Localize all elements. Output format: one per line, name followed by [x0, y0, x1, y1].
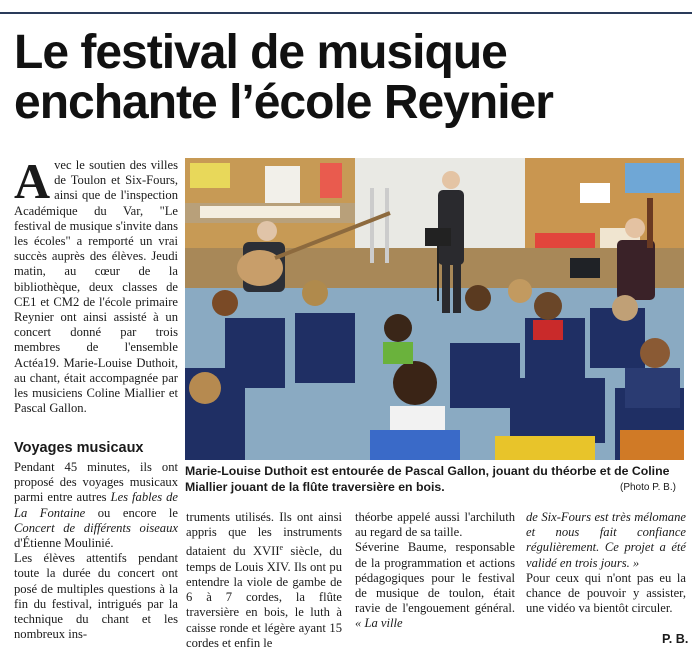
photo-caption: Marie-Louise Duthoit est entourée de Pascal Gallon, jouant du théorbe et de Coline Miallier jouant de la flûte traversière en bois.	[185, 464, 670, 494]
intro-paragraph	[14, 153, 178, 416]
column-text: truments utilisés. Ils ont ainsi appris que les instruments dataient du XVII	[186, 510, 342, 559]
headline-line-2: enchante l’école Reynier	[14, 76, 553, 129]
top-rule	[0, 12, 692, 14]
section-text: d'Étienne Moulinié.	[14, 536, 114, 551]
column-text: siècle, du temps de Louis XIV. Ils ont pu entendre la viole de gambe de 6 à 7 cordes, la flûte traversière en bois, le luth à caisse ronde et légère ayant 15 cordes et enfin le	[186, 544, 342, 650]
section-text: Les élèves attentifs pendant toute la durée du concert ont posé de multiples questions à la fin du festival, intrigués par la technique du chant et les nombreux ins-	[14, 551, 178, 642]
section-text: ou encore le	[85, 505, 178, 520]
superscript: e	[279, 543, 284, 553]
body-column-2	[186, 510, 342, 651]
quote-text: « La ville	[355, 616, 403, 631]
body-column-3	[355, 510, 515, 632]
photo-credit: (Photo P. B.)	[620, 482, 676, 493]
column-text: théorbe appelé aussi l'archiluth au regard de sa taille.	[355, 510, 515, 540]
headline	[14, 28, 694, 128]
concert-photo	[185, 158, 684, 460]
work-title: Les fables de La Fontaine	[14, 490, 179, 520]
quote-text: de Six-Fours est très mélomane et nous fait confiance régulièrement. Ce projet a été validé en trois jours. »	[526, 510, 686, 570]
intro-text: vec le soutien des villes de Toulon et Six-Fours, ainsi que de l'inspection Académique du Var, "Le festival de musique s'invite dans les écoles" a remporté un vrai succès auprès des élèves. Jeudi matin, au cœur de la bibliothèque, deux classes de CE1 et CM2 de l'école primaire Reynier ont ainsi assisté à un concert donné par trois membres de l'ensemble Actéa19. Marie-Louise Duthoit, au chant, était accompagnée par les musiciens Coline Miallier et Pascal Gallon.	[14, 158, 178, 416]
body-column-4	[526, 510, 686, 616]
section-text: Pendant 45 minutes, ils ont proposé des voyages musicaux parmi entre autres	[14, 460, 178, 505]
column-text: Séverine Baume, responsable de la programmation et actions pédagogiques pour le festival de musique de toulon, était ravie de l'engouement général.	[355, 540, 515, 616]
section-body	[14, 460, 178, 642]
drop-cap: A	[14, 153, 51, 209]
work-title: Concert de différents oiseaux	[14, 520, 178, 535]
author-signature: P. B.	[662, 632, 689, 646]
section-heading: Voyages musicaux	[14, 440, 144, 456]
column-text: Pour ceux qui n'ont pas eu la chance de pouvoir y assister, une vidéo va bientôt circuler.	[526, 570, 686, 616]
headline-line-1: Le festival de musique	[14, 26, 507, 79]
